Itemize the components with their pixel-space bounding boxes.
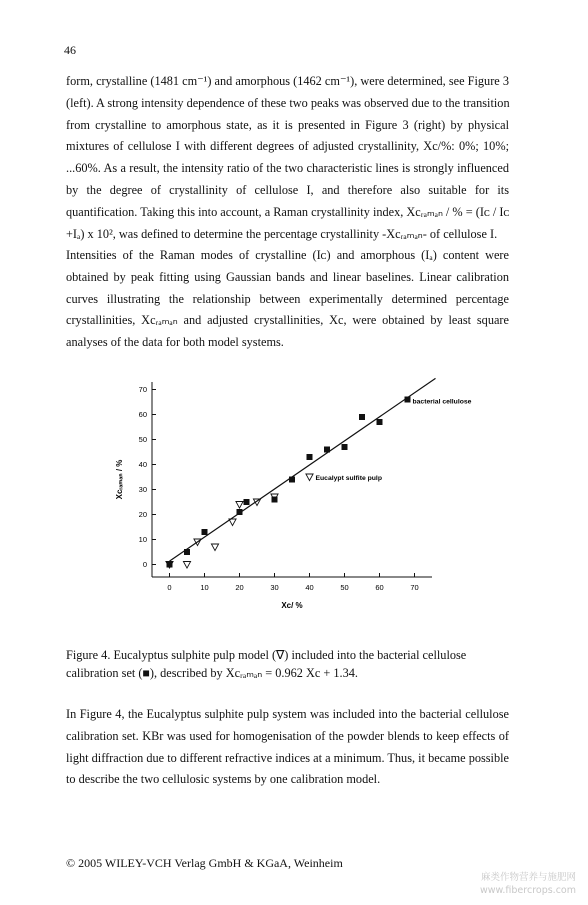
- eucalypt-pulp-point: [236, 502, 243, 509]
- eucalypt-pulp-point: [183, 562, 190, 569]
- x-axis-title: Xc/ %: [281, 601, 303, 610]
- paragraph-line: mixtures of cellulose I with different degrees of adjusted crystallinity, Xc/%: 0%; 10%;: [66, 139, 509, 154]
- paragraph-line: light diffraction due to different refractive indices at a minimum. Thus, it became possible: [66, 750, 509, 765]
- watermark-line: www.fibercrops.com: [479, 885, 576, 896]
- paragraph-3: [66, 704, 509, 791]
- paragraph-line: +Iₐ) x 10², was defined to determine the percentage crystallinity -Xcᵣₐₘₐₙ- of cellulose I.: [66, 226, 498, 241]
- paragraph-line: curves illustrating the relationship between experimentally determined percentage: [66, 291, 509, 306]
- watermark-line: 麻类作物营养与施肥网: [480, 872, 576, 883]
- chart-marks: [166, 397, 411, 569]
- calibration-fit-line: [170, 378, 436, 561]
- bacterial-cellulose-point: [342, 444, 348, 450]
- paragraph-line: Intensities of the Raman modes of crystalline (Iᴄ) and amorphous (Iₐ) content were: [66, 248, 509, 262]
- y-tick-label: 60: [138, 410, 147, 419]
- bacterial-cellulose-point: [307, 454, 313, 460]
- y-tick-label: 20: [138, 510, 147, 519]
- paragraph-line: (left). A strong intensity dependence of these two peaks was observed due to the transition: [66, 95, 510, 110]
- bacterial-cellulose-point: [377, 419, 383, 425]
- paragraph-line: quantification. Taking this into account, a Raman crystallinity index, Xcᵣₐₘₐₙ / % = (Iᴄ / Iᴄ: [66, 204, 510, 219]
- bacterial-cellulose-label: bacterial cellulose: [412, 398, 472, 406]
- paragraph-line: to describe the two cellulosic systems by one calibration model.: [66, 772, 381, 787]
- caption-line: Figure 4. Eucalyptus sulphite pulp model (∇) included into the bacterial cellulose: [66, 648, 467, 662]
- y-tick-label: 70: [138, 385, 147, 394]
- paragraph-line: ...60%. As a result, the intensity ratio of the two characteristic lines is strongly influenced: [66, 161, 509, 176]
- paragraph-line: obtained by peak fitting using Gaussian bands and linear baselines. Linear calibration: [66, 269, 509, 284]
- paragraph-1: [66, 71, 509, 245]
- chart-labels: [115, 399, 472, 611]
- y-tick-label: 30: [138, 485, 147, 494]
- paragraph-line: from crystalline to amorphous state, as it is presented in Figure 3 (right) by physical: [66, 117, 509, 132]
- paragraph-line: In Figure 4, the Eucalyptus sulphite pulp system was included into the bacterial cellulose: [66, 707, 509, 721]
- x-tick-label: 70: [410, 583, 419, 592]
- x-tick-label: 20: [235, 583, 244, 592]
- bacterial-cellulose-point: [359, 414, 365, 420]
- x-tick-label: 0: [167, 583, 172, 592]
- paragraph-line: by the degree of crystallinity of cellulose I, and therefore also suitable for its: [66, 182, 509, 197]
- paragraph-line: crystallinities, Xcᵣₐₘₐₙ and adjusted crystallinities, Xc, were obtained by least square: [66, 313, 509, 328]
- paragraph-line: form, crystalline (1481 cm⁻¹) and amorphous (1462 cm⁻¹), were determined, see Figure 3: [66, 74, 509, 88]
- paragraph-line: analyses of the data for both model systems.: [66, 335, 284, 350]
- bacterial-cellulose-point: [405, 397, 411, 403]
- fit-line-group: [170, 378, 436, 561]
- y-tick-label: 0: [142, 560, 147, 569]
- page-number: 46: [64, 43, 76, 57]
- x-tick-label: 10: [200, 583, 209, 592]
- x-tick-label: 40: [305, 583, 314, 592]
- eucalypt-pulp-label: Eucalypt sulfite pulp: [315, 475, 382, 482]
- y-tick-label: 10: [138, 535, 147, 544]
- bacterial-cellulose-point: [289, 477, 295, 483]
- chart-ticks: [139, 385, 419, 592]
- y-axis-title: Xcᵣₐₘₐₙ / %: [115, 459, 124, 500]
- bacterial-cellulose-point: [184, 549, 190, 555]
- watermark: [456, 871, 576, 897]
- figure-caption: [66, 646, 506, 682]
- y-tick-label: 50: [138, 435, 147, 444]
- paragraph-line: calibration set. KBr was used for homogenisation of the powder blends to keep effects of: [66, 728, 509, 743]
- x-tick-label: 60: [375, 583, 384, 592]
- y-tick-label: 40: [138, 460, 147, 469]
- bacterial-cellulose-point: [237, 509, 243, 515]
- copyright-footer: © 2005 WILEY-VCH Verlag GmbH & KGaA, Weinheim: [66, 856, 343, 870]
- bacterial-cellulose-point: [202, 529, 208, 535]
- eucalypt-pulp-point: [211, 544, 218, 551]
- bacterial-cellulose-point: [324, 447, 330, 453]
- x-tick-label: 30: [270, 583, 279, 592]
- paragraph-2: [66, 245, 509, 354]
- bacterial-cellulose-point: [244, 499, 250, 505]
- caption-line: calibration set (■), described by Xcᵣₐₘₐₙ = 0.962 Xc + 1.34.: [66, 666, 359, 680]
- calibration-scatter-chart: [106, 372, 472, 617]
- eucalypt-pulp-point: [306, 474, 313, 481]
- x-tick-label: 50: [340, 583, 349, 592]
